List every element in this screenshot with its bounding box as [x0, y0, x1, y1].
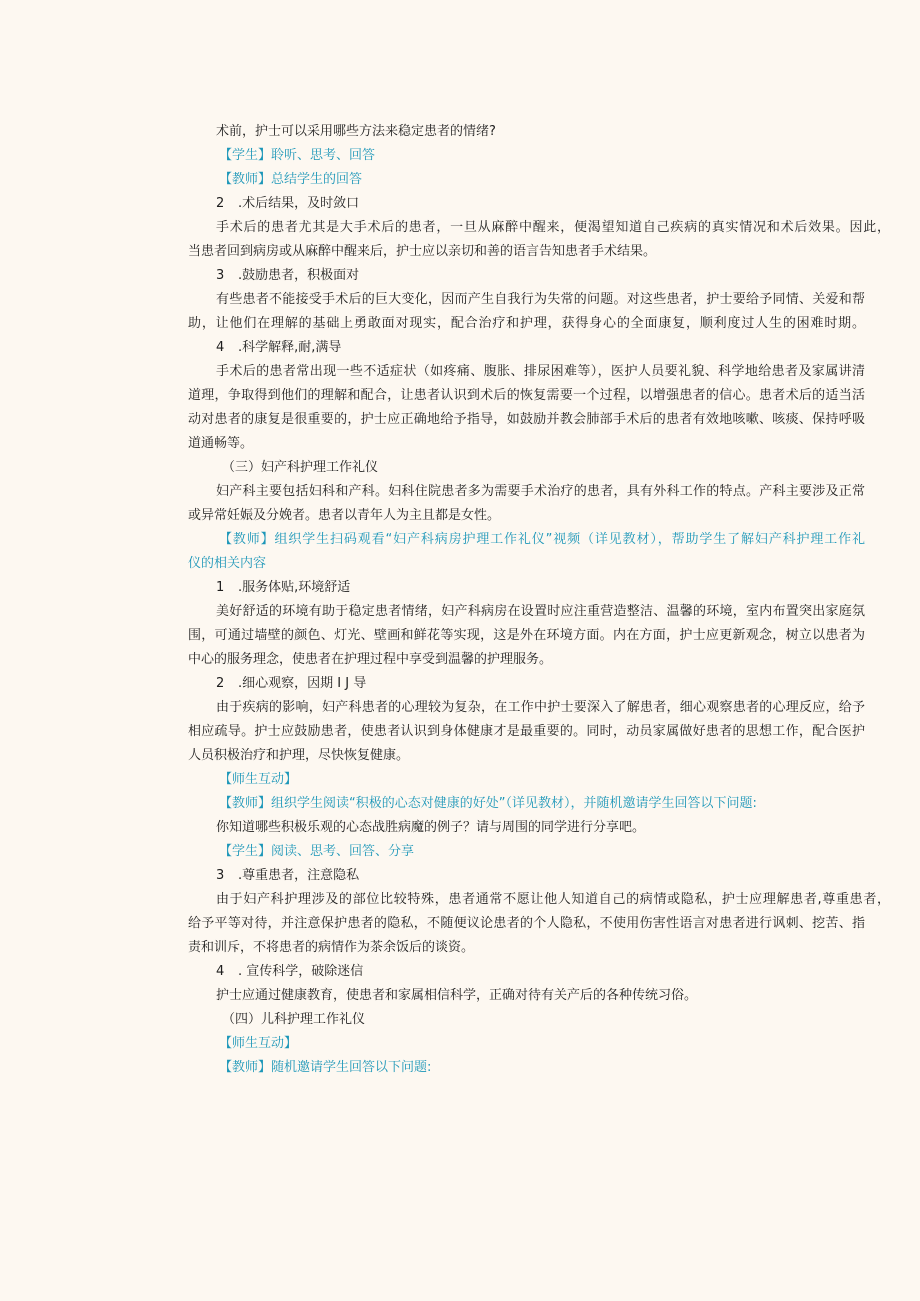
teacher-activity-line: 【教师】组织学生扫码观看“妇产科病房护理工作礼仪”视频（详见教材），帮助学生了解妇产科护理工作礼	[219, 532, 865, 547]
text-line: 助，让他们在理解的基础上勇敢面对现实，配合治疗和护理，获得身心的全面康复，顺利度过人生的困难时期。	[188, 316, 865, 331]
question-line: 你知道哪些积极乐观的心态战胜病魔的例子？请与周围的同学进行分享吧。	[216, 820, 646, 835]
text-line: 或异常妊娠及分娩者。患者以青年人为主且都是女性。	[188, 508, 501, 523]
text-line: 给予平等对待，并注意保护患者的隐私，不随便议论患者的个人隐私，不使用伤害性语言对患者进行讽刺、挖苦、指	[188, 916, 865, 931]
text-line: 由于疾病的影响，妇产科患者的心理较为复杂，在工作中护士要深入了解患者，细心观察患者的心理反应，给予	[216, 700, 865, 715]
text-line: 手术后的患者常出现一些不适症状（如疼痛、腹胀、排尿困难等），医护人员要礼貌、科学地给患者及家属讲清	[216, 364, 865, 379]
text-line: 护士应通过健康教育，使患者和家属相信科学，正确对待有关产后的各种传统习俗。	[216, 988, 698, 1003]
numbered-heading: 4 . 宣传科学，破除迷信	[216, 964, 364, 979]
text-line: 道理，争取得到他们的理解和配合，让患者认识到术后的恢复需要一个过程，以增强患者的信心。患者术后的适当活	[188, 388, 865, 403]
numbered-heading: 2 .术后结果，及时敛口	[216, 196, 360, 211]
student-activity-line: 【学生】阅读、思考、回答、分享	[219, 844, 415, 859]
teacher-activity-line: 【教师】随机邀请学生回答以下问题:	[219, 1060, 432, 1075]
numbered-heading: 1 .服务体贴,环境舒适	[216, 580, 351, 595]
text-line: 妇产科主要包括妇科和产科。妇科住院患者多为需要手术治疗的患者，具有外科工作的特点。产科主要涉及正常	[216, 484, 865, 499]
text-line: 道通畅等。	[188, 436, 254, 451]
text-line: 有些患者不能接受手术后的巨大变化，因而产生自我行为失常的问题。对这些患者，护士要给予同情、关爱和帮	[216, 292, 865, 307]
section-heading: （三）妇产科护理工作礼仪	[222, 460, 379, 475]
text-line: 人员积极治疗和护理，尽快恢复健康。	[188, 748, 410, 763]
text-line: 责和训斥，不将患者的病情作为茶余饭后的谈资。	[188, 940, 475, 955]
student-activity-line: 【学生】聆听、思考、回答	[219, 148, 376, 163]
teacher-activity-line: 【教师】组织学生阅读“积极的心态对健康的好处”（详见教材），并随机邀请学生回答以下问题:	[219, 796, 757, 811]
interaction-heading: 【师生互动】	[219, 1036, 298, 1051]
text-line: 术前，护士可以采用哪些方法来稳定患者的情绪?	[216, 124, 496, 139]
interaction-heading: 【师生互动】	[219, 772, 298, 787]
text-line: 中心的服务理念，使患者在护理过程中享受到温馨的护理服务。	[188, 652, 553, 667]
section-heading: （四）儿科护理工作礼仪	[222, 1012, 366, 1027]
text-line: 动对患者的康复是很重要的，护士应正确地给予指导，如鼓励并教会肺部手术后的患者有效地咳嗽、咳痰、保持呼吸	[188, 412, 865, 427]
text-line: 相应疏导。护士应鼓励患者，使患者认识到身体健康才是最重要的。同时，动员家属做好患者的思想工作，配合医护	[188, 724, 865, 739]
teacher-activity-line: 仪的相关内容	[188, 556, 267, 571]
numbered-heading: 3 .尊重患者，注意隐私	[216, 868, 360, 883]
text-line: 由于妇产科护理涉及的部位比较特殊，患者通常不愿让他人知道自己的病情或隐私，护士应理解患者,尊重患者，	[216, 892, 890, 907]
numbered-heading: 4 .科学解释,耐,满导	[216, 340, 342, 355]
teacher-activity-line: 【教师】总结学生的回答	[219, 172, 363, 187]
text-line: 围，可通过墙壁的颜色、灯光、壁画和鲜花等实现，这是外在环境方面。内在方面，护士应更新观念，树立以患者为	[188, 628, 865, 643]
numbered-heading: 2 .细心观察，因期 I J 导	[216, 676, 367, 691]
text-line: 当患者回到病房或从麻醉中醒来后，护士应以亲切和善的语言告知患者手术结果。	[188, 244, 657, 259]
numbered-heading: 3 .鼓励患者，积极面对	[216, 268, 360, 283]
text-line: 手术后的患者尤其是大手术后的患者，一旦从麻醉中醒来，便渴望知道自己疾病的真实情况和术后效果。因此，	[216, 220, 890, 235]
text-line: 美好舒适的环境有助于稳定患者情绪，妇产科病房在设置时应注重营造整洁、温馨的环境，室内布置突出家庭氛	[216, 604, 865, 619]
